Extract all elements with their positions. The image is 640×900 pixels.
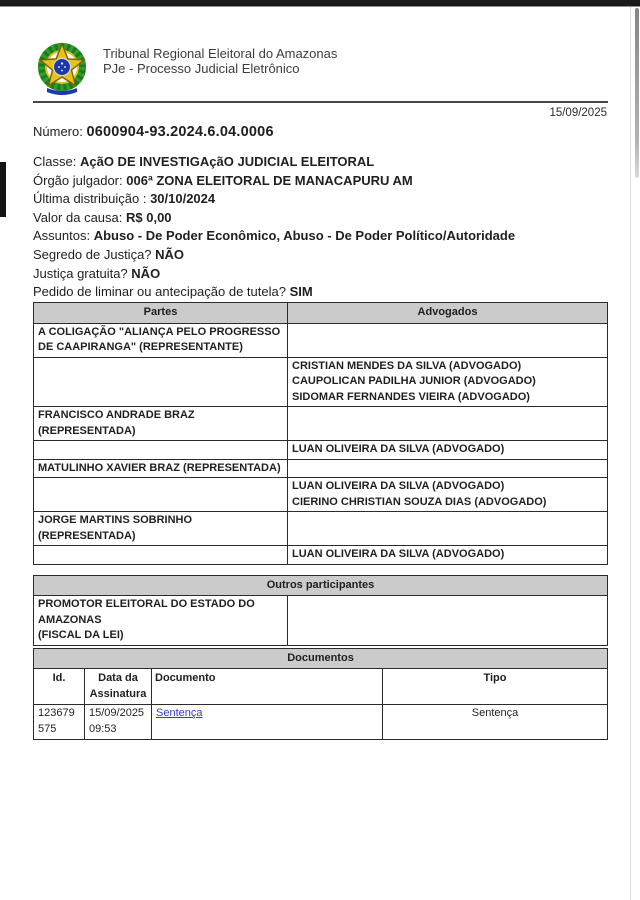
process-number-line: [33, 124, 274, 140]
parte-cell: [34, 441, 288, 460]
table-row: [34, 546, 608, 565]
participante-cell: [34, 596, 288, 646]
gratuita-value: NÃO: [131, 265, 161, 281]
partes-advogados-table: [33, 302, 608, 565]
advogados-cell: [288, 323, 608, 357]
valor-value: R$ 0,00: [126, 209, 172, 225]
brazil-coat-of-arms-icon: [38, 40, 86, 96]
advogado-name: LUAN OLIVEIRA DA SILVA (ADVOGADO): [292, 480, 505, 492]
gratuita-label: Justiça gratuita?: [33, 265, 128, 281]
parte-cell: A COLIGAÇÃO "ALIANÇA PELO PROGRESSO DE CAAPIRANGA" (REPRESENTANTE): [34, 323, 288, 357]
classe-label: Classe:: [33, 154, 77, 169]
case-info-distribuicao: [33, 190, 607, 209]
document-link-cell: [152, 705, 383, 740]
document-link[interactable]: Sentença: [156, 707, 203, 719]
distribuicao-value: 30/10/2024: [150, 191, 216, 207]
advogados-cell: [288, 407, 608, 441]
advogados-cell: [288, 546, 608, 565]
org-name: Tribunal Regional Eleitoral do Amazonas: [103, 46, 338, 61]
advogados-cell: [288, 357, 608, 407]
scrollbar-thumb[interactable]: [635, 8, 639, 178]
advogado-name: LUAN OLIVEIRA DA SILVA (ADVOGADO): [292, 548, 505, 560]
case-info-classe: [33, 153, 607, 172]
case-info: [33, 153, 607, 302]
advogados-cell: [288, 459, 608, 478]
parte-cell: [34, 357, 288, 407]
document-type: Sentença: [383, 705, 608, 740]
table-row: [34, 407, 608, 441]
signature-date: 15/09/2025: [89, 707, 145, 719]
case-info-assuntos: [33, 227, 607, 246]
system-name: PJe - Processo Judicial Eletrônico: [103, 61, 300, 76]
table-row: [34, 441, 608, 460]
participante-role: (FISCAL DA LEI): [38, 629, 124, 641]
outros-participantes-table: [33, 575, 608, 646]
table-row: [34, 323, 608, 357]
orgao-label: Órgão julgador:: [33, 172, 123, 188]
document-id: 123679575: [34, 705, 85, 740]
advogado-name: CIERINO CHRISTIAN SOUZA DIAS (ADVOGADO): [292, 495, 547, 508]
orgao-value: 006ª ZONA ELEITORAL DE MANACAPURU AM: [126, 172, 413, 188]
liminar-label: Pedido de liminar ou antecipação de tutela?: [33, 284, 286, 300]
table-row: [34, 459, 608, 478]
col-header-partes: Partes: [34, 303, 288, 324]
header-divider: [33, 101, 608, 103]
scan-artifact-bar: [0, 162, 6, 217]
case-info-orgao: [33, 172, 607, 191]
case-info-valor: [33, 209, 607, 228]
table-column-header-row: [34, 669, 608, 705]
outros-participantes-title: Outros participantes: [34, 575, 608, 596]
advogado-name: CRISTIAN MENDES DA SILVA (ADVOGADO): [292, 359, 522, 372]
col-header-documento: Documento: [152, 669, 383, 705]
assuntos-label: Assuntos:: [33, 228, 91, 244]
col-header-data-assinatura: Data da Assinatura: [85, 669, 152, 705]
classe-value: AçãO DE INVESTIGAçãO JUDICIAL ELEITORAL: [79, 154, 375, 169]
parte-cell: [34, 478, 288, 512]
case-info-segredo: [33, 246, 607, 265]
table-header-row: [34, 575, 608, 596]
segredo-value: NÃO: [155, 246, 185, 262]
parte-cell: [34, 546, 288, 565]
advogado-name: SIDOMAR FERNANDES VIEIRA (ADVOGADO): [292, 390, 530, 403]
col-header-id: Id.: [34, 669, 85, 705]
case-info-liminar: [33, 283, 607, 302]
table-row: [34, 357, 608, 407]
documentos-title: Documentos: [34, 648, 608, 669]
process-number-value: 0600904-93.2024.6.04.0006: [86, 124, 274, 140]
col-header-tipo: Tipo: [383, 669, 608, 705]
table-header-row: [34, 303, 608, 324]
table-row: [34, 596, 608, 646]
assuntos-value: Abuso - De Poder Econômico, Abuso - De Poder Político/Autoridade: [93, 228, 516, 244]
table-row: [34, 512, 608, 546]
top-black-bar: [0, 0, 640, 7]
advogados-cell: [288, 512, 608, 546]
liminar-value: SIM: [289, 284, 313, 300]
parte-cell: JORGE MARTINS SOBRINHO (REPRESENTADA): [34, 512, 288, 546]
case-info-gratuita: [33, 265, 607, 284]
document-row: [34, 705, 608, 740]
valor-label: Valor da causa:: [33, 209, 123, 225]
document-date: 15/09/2025: [549, 107, 607, 119]
advogados-cell: [288, 441, 608, 460]
advogados-cell: [288, 478, 608, 512]
parte-cell: MATULINHO XAVIER BRAZ (REPRESENTADA): [34, 459, 288, 478]
process-number-label: Número:: [33, 124, 83, 139]
advogado-name: LUAN OLIVEIRA DA SILVA (ADVOGADO): [292, 443, 505, 455]
advogado-name: CAUPOLICAN PADILHA JUNIOR (ADVOGADO): [292, 375, 536, 387]
table-header-row: [34, 648, 608, 669]
participante-name: PROMOTOR ELEITORAL DO ESTADO DO AMAZONAS: [38, 598, 255, 626]
signature-time: 09:53: [89, 722, 117, 735]
segredo-label: Segredo de Justiça?: [33, 246, 152, 262]
documentos-table: [33, 648, 608, 741]
empty-cell: [288, 596, 608, 646]
col-header-advogados: Advogados: [288, 303, 608, 324]
letterhead: [103, 46, 523, 76]
page-edge-line: [630, 7, 631, 900]
parte-cell: FRANCISCO ANDRADE BRAZ (REPRESENTADA): [34, 407, 288, 441]
distribuicao-label: Última distribuição :: [33, 191, 147, 207]
table-row: [34, 478, 608, 512]
document-signature-date: [85, 705, 152, 740]
